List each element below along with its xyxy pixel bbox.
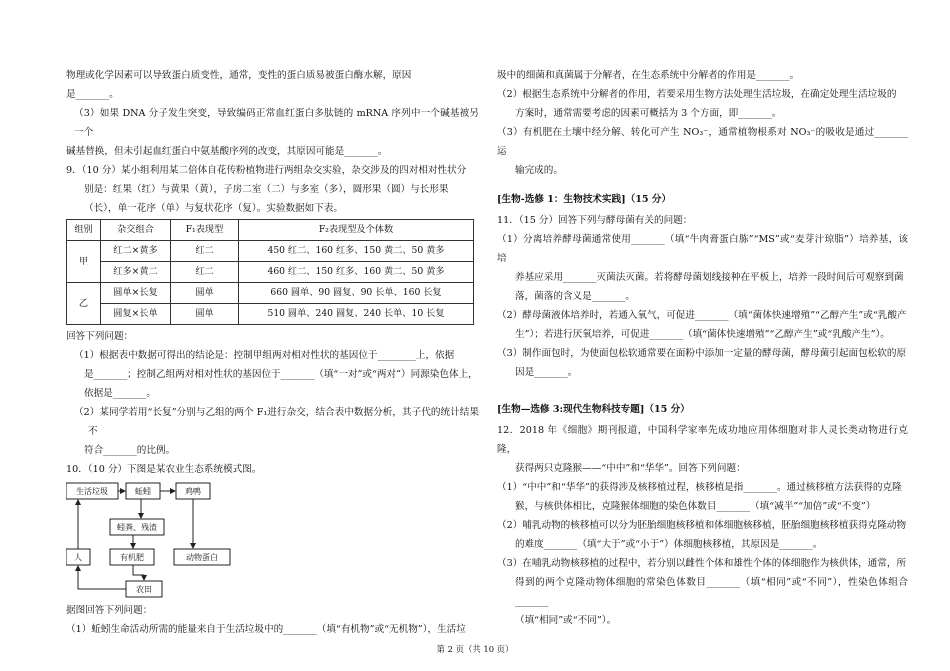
table-cell: 圆单 — [171, 304, 239, 325]
arrow-fertilizer-crops — [133, 565, 144, 580]
q11-part1-line-3: 落，菌落的含义是_______。 — [515, 291, 635, 302]
table-cell-group: 甲 — [67, 241, 101, 283]
table-header: 组别 — [67, 220, 101, 241]
q10-title: 10．（10 分）下图是某农业生态系统模式图。 — [66, 464, 262, 475]
q11-part2-line-2: 生”）；若进行厌氧培养，可促进_______（填“菌体快速增殖”“乙醇产生”或“乳酸产生”）。 — [515, 329, 890, 340]
ecosystem-diagram — [66, 481, 479, 599]
q11-part3-line-1: （3）制作面包时，为使面包松软通常要在面粉中添加一定量的酵母菌，酵母菌引起面包松软的原 — [497, 348, 907, 359]
table-header-row — [67, 220, 474, 241]
q11-title: 11．（15 分）回答下列与酵母菌有关的问题： — [497, 215, 693, 226]
cross-table — [66, 219, 474, 325]
q9-part1-line-1: （1）根据表中数据可得出的结论是：控制甲组两对相对性状的基因位于________上，依据 — [74, 350, 455, 361]
section-heading-elective-3: [生物—选修 3:现代生物科技专题]（15 分） — [497, 404, 690, 415]
q10-part1-line-2: 圾中的细菌和真菌属于分解者，在生态系统中分解者的作用是_______。 — [497, 70, 800, 81]
q8-part3-line-2: 碱基替换，但未引起血红蛋白中氨基酸序列的改变，其原因可能是_______。 — [66, 146, 388, 157]
label-animal-protein: 动物蛋白 — [186, 553, 218, 562]
table-header: 杂交组合 — [101, 220, 171, 241]
q9-line-3: （长），单一花序（单）与复状花序（复）。实验数据如下表。 — [84, 203, 344, 214]
q9-part2-line-1: （2）某同学若用“长复”分别与乙组的两个 F₁进行杂交，结合表中数据分析，其子代的统计结果不 — [74, 407, 479, 437]
q8-line-2: 是_______。 — [66, 89, 119, 100]
right-column — [497, 66, 908, 630]
q10-part3-line-2: 输完成的。 — [515, 165, 563, 176]
label-crops: 农田 — [136, 585, 152, 594]
label-garbage: 生活垃圾 — [76, 487, 108, 496]
table-cell: 510 圆单、240 圆复、240 长单、10 长复 — [239, 304, 474, 325]
q12-part2-line-1: （2）哺乳动物的核移植可以分为胚胎细胞核移植和体细胞核移植，胚胎细胞核移植获得克隆动物 — [497, 520, 907, 531]
q10-answer-prompt: 据图回答下列问题： — [66, 605, 153, 616]
q12-part2-line-2: 的难度_______（填“大于”或“小于”）体细胞核移植，其原因是_______。 — [515, 539, 823, 550]
table-cell: 圆单×长复 — [101, 283, 171, 304]
table-cell: 红多×黄二 — [101, 262, 171, 283]
table-row — [67, 262, 474, 283]
table-row — [67, 304, 474, 325]
q10-part2-line-1: （2）根据生态系统中分解者的作用，若要采用生物方法处理生活垃圾，在确定处理生活垃圾的 — [497, 89, 897, 100]
q12-line-1: 12．2018 年《细胞》期刊报道，中国科学家率先成功地应用体细胞对非人灵长类动物进行克隆， — [497, 425, 908, 455]
page-footer: 第 2 页（共 10 页） — [436, 644, 514, 654]
table-cell: 圆复×长单 — [101, 304, 171, 325]
q11-part2-line-1: （2）酵母菌液体培养时，若通入氧气，可促进_______（填“菌体快速增殖”“乙醇产生”或“乳酸产 — [497, 310, 907, 321]
table-row — [67, 241, 474, 262]
q12-part3-line-2: 得到的两个克隆动物体细胞的常染色体数目_______（填“相同”或“不同”），性染色体组合_______ — [515, 577, 908, 607]
q12-part1-line-1: （1）“中中”和“华华”的获得涉及核移植过程，核移植是指_______。通过核移植方法获得的克隆 — [497, 482, 902, 493]
table-cell: 460 红二、150 红多、160 黄二、50 黄多 — [239, 262, 474, 283]
q12-line-2: 获得两只克隆猴——“中中”和“华华”。回答下列问题： — [515, 463, 746, 474]
ecosystem-flowchart — [66, 481, 479, 599]
label-worm-manure: 蚓粪、残渣 — [117, 523, 157, 532]
q9-part1-line-2: 是_______；控制乙组两对相对性状的基因位于_______（填“一对”或“两对”）同源染色体上， — [84, 369, 478, 380]
q12-part1-line-2: 猴，与核供体相比，克隆猴体细胞的染色体数目_______（填“减半”“加倍”或“不变”） — [515, 501, 876, 512]
table-cell: 450 红二、160 红多、150 黄二、50 黄多 — [239, 241, 474, 262]
label-person: 人 — [74, 553, 82, 562]
label-organic-fertilizer: 有机肥 — [120, 553, 144, 562]
table-header: F₁表现型 — [171, 220, 239, 241]
q12-part3-line-1: （3）在哺乳动物核移植的过程中，若分别以雌性个体和雄性个体的体细胞作为核供体，通常，所 — [497, 558, 907, 569]
q10-part1-line-1: （1）蚯蚓生命活动所需的能量来自于生活垃圾中的_______（填“有机物”或“无机物”），生活垃 — [66, 624, 466, 635]
table-header: F₂表现型及个体数 — [239, 220, 474, 241]
q9-answer-prompt: 回答下列问题： — [66, 331, 134, 342]
table-row — [67, 283, 474, 304]
label-earthworm: 蚯蚓 — [135, 487, 151, 496]
section-heading-elective-1: [生物-选修 1：生物技术实践]（15 分） — [497, 194, 672, 205]
table-cell: 红二×黄多 — [101, 241, 171, 262]
q11-part1-line-2: 养基应采用_______灭菌法灭菌。若将酵母菌划线接种在平板上，培养一段时间后可观察到菌 — [515, 272, 904, 283]
table-cell-group: 乙 — [67, 283, 101, 325]
q12-part3-line-3: （填“相同”或“不同”）。 — [515, 615, 617, 626]
left-column — [66, 66, 479, 639]
q9-line-2: 别是：红果（红）与黄果（黄），子房二室（二）与多室（多），圆形果（圆）与长形果 — [84, 184, 449, 195]
q8-part3-line-1: （3）如果 DNA 分子发生突变，导致编码正常血红蛋白多肽链的 mRNA 序列中一个碱基被另一个 — [74, 108, 479, 138]
table-cell: 660 圆单、90 圆复、90 长单、160 长复 — [239, 283, 474, 304]
q11-part3-line-2: 因是_______。 — [515, 367, 578, 378]
table-cell: 红二 — [171, 241, 239, 262]
label-chicken: 鸡鸭 — [185, 487, 201, 496]
q9-part2-line-2: 符合_______的比例。 — [84, 445, 176, 456]
q9-part1-line-3: 依据是_______。 — [84, 388, 156, 399]
q11-part1-line-1: （1）分离培养酵母菌通常使用_______（填“牛肉膏蛋白胨”“MS”或“麦芽汁琼脂”）培养基，该培 — [497, 234, 908, 264]
q10-part2-line-2: 方案时，通常需要考虑的因素可概括为 3 个方面，即_______。 — [515, 108, 782, 119]
table-cell: 红二 — [171, 262, 239, 283]
q10-part3-line-1: （3）有机肥在土壤中经分解、转化可产生 NO₃⁻，通常植物根系对 NO₃⁻的吸收是通过_______运 — [497, 127, 908, 157]
q9-line-1: 9．（10 分）某小组利用某二倍体自花传粉植物进行两组杂交实验，杂交涉及的四对相对性状分 — [66, 165, 467, 176]
table-cell: 圆单 — [171, 283, 239, 304]
arrow-crops-person — [78, 566, 126, 589]
q8-line-1: 物理或化学因素可以导致蛋白质变性，通常，变性的蛋白质易被蛋白酶水解，原因 — [66, 70, 412, 81]
